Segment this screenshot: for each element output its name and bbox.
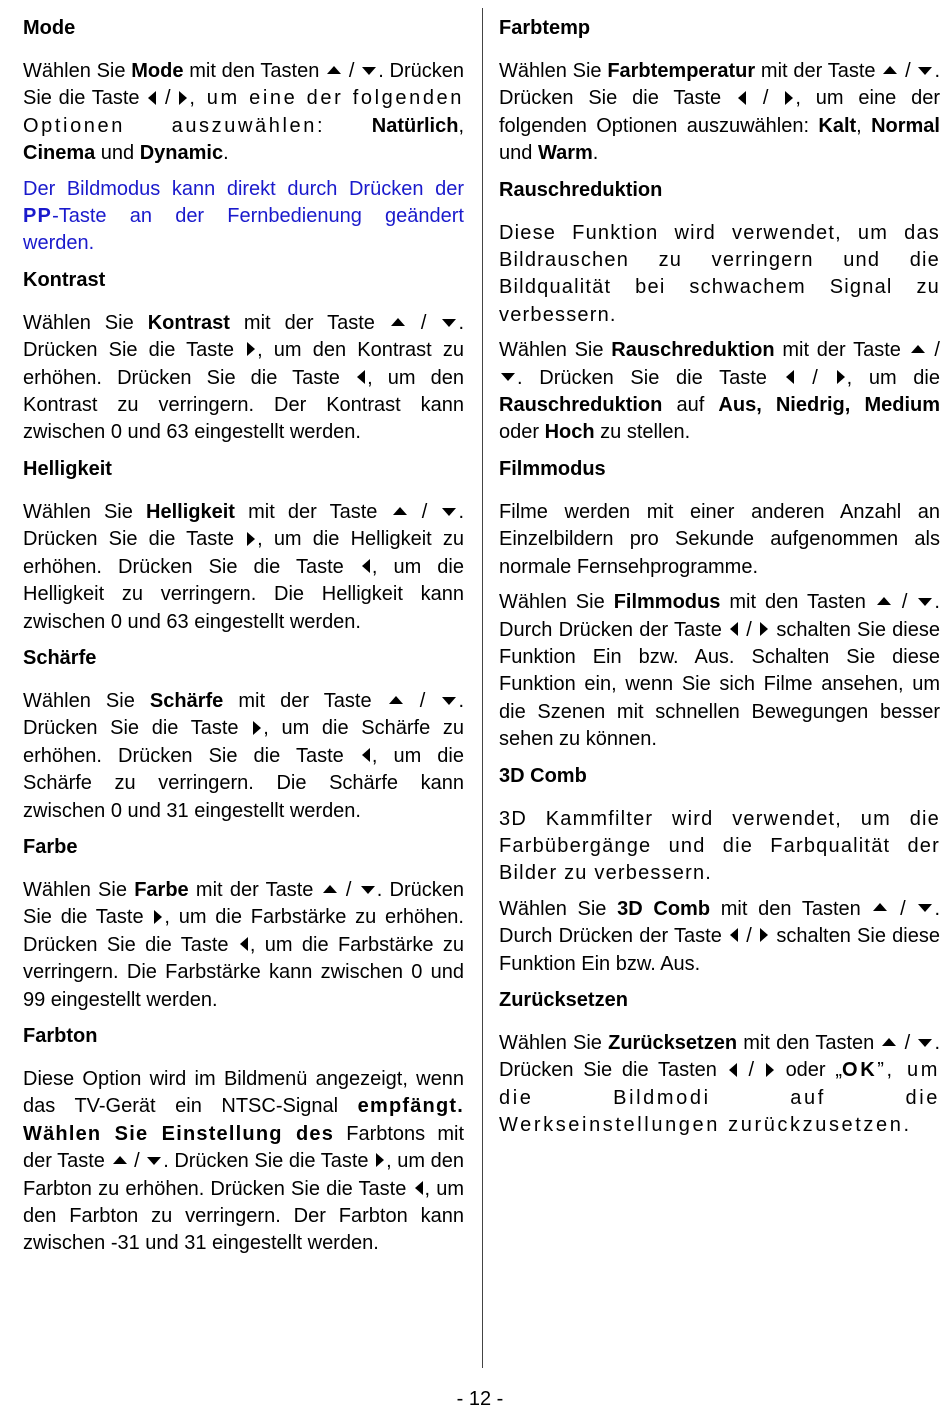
arrow-right-icon bbox=[760, 622, 768, 636]
arrow-left-icon bbox=[415, 1181, 423, 1195]
arrow-right-icon bbox=[766, 1063, 774, 1077]
arrow-left-icon bbox=[730, 928, 738, 942]
arrow-right-icon bbox=[253, 721, 261, 735]
arrow-up-icon bbox=[323, 885, 337, 893]
paragraph-helligkeit: Wählen Sie Helligkeit mit der Taste / . Drücken Sie die Taste , um die Helligkeit zu erhöhen. Drücken Sie die Taste , um die Helligkeit zu verringern. Die Helligkeit kann zwischen 0 und 63 eingestellt werden. bbox=[23, 500, 465, 633]
arrow-down-icon bbox=[918, 904, 932, 912]
arrow-right-icon bbox=[247, 532, 255, 546]
arrow-down-icon bbox=[147, 1157, 161, 1165]
paragraph-filmmodus: Wählen Sie Filmmodus mit den Tasten / . Durch Drücken der Taste / schalten Sie diese Funktion Ein bzw. Aus. Schalten Sie diese Funktion ein, wenn Sie sich Filme ansehen, um die Szenen mit schnellen Bewegungen besser sehen zu können. bbox=[499, 591, 940, 751]
section-filmmodus bbox=[499, 455, 940, 754]
section-mode bbox=[23, 14, 464, 258]
paragraph-rauschreduktion: Wählen Sie Rauschreduktion mit der Taste / . Drücken Sie die Taste / , um die Rauschreduktion auf Aus, Niedrig, Medium oder Hoch zu stellen. bbox=[499, 339, 940, 444]
arrow-left-icon bbox=[729, 1063, 737, 1077]
arrow-left-icon bbox=[362, 748, 370, 762]
arrow-left-icon bbox=[240, 937, 248, 951]
section-3d-comb bbox=[499, 762, 940, 978]
heading-rauschreduktion: Rauschreduktion bbox=[499, 178, 663, 201]
arrow-up-icon bbox=[327, 66, 341, 74]
arrow-left-icon bbox=[730, 622, 738, 636]
arrow-right-icon bbox=[760, 928, 768, 942]
left-column bbox=[23, 14, 464, 1266]
arrow-right-icon bbox=[837, 370, 845, 384]
right-column bbox=[499, 14, 940, 1148]
paragraph-mode: Wählen Sie Mode mit den Tasten / . Drücken Sie die Taste / , um eine der folgenden Optionen auszuwählen: Natürlich, Cinema und Dynamic. bbox=[23, 60, 464, 165]
arrow-down-icon bbox=[918, 1039, 932, 1047]
arrow-down-icon bbox=[442, 508, 456, 516]
paragraph-farbton: Diese Option wird im Bildmenü angezeigt, wenn das TV-Gerät ein NTSC-Signal empfängt. Wählen Sie Einstellung des Farbtons mit der Taste / . Drücken Sie die Taste , um den Farbton zu erhöhen. Drücken Sie die Taste , um den Farbton zu verringern. Der Farbton kann zwischen -31 und 31 eingestellt werden. bbox=[23, 1067, 464, 1255]
heading-kontrast: Kontrast bbox=[23, 268, 106, 291]
arrow-right-icon bbox=[179, 91, 187, 105]
paragraph-rauschreduktion-intro: Diese Funktion wird verwendet, um das Bildrauschen zu verringern und die Bildqualität bei schwachem Signal zu verbessern. bbox=[499, 221, 940, 326]
arrow-down-icon bbox=[501, 373, 515, 381]
paragraph-zuruecksetzen: Wählen Sie Zurücksetzen mit den Tasten / . Drücken Sie die Tasten / oder „OK”, um die Bildmodi auf die Werkseinstellungen zurückzusetzen. bbox=[499, 1031, 941, 1137]
arrow-right-icon bbox=[376, 1153, 384, 1167]
arrow-left-icon bbox=[148, 91, 156, 105]
arrow-up-icon bbox=[389, 696, 403, 704]
heading-helligkeit: Helligkeit bbox=[23, 457, 112, 480]
section-helligkeit bbox=[23, 455, 464, 636]
paragraph-filmmodus-intro: Filme werden mit einer anderen Anzahl an Einzelbildern pro Sekunde aufgenommen als normale Fernsehprogramme. bbox=[499, 500, 940, 578]
arrow-down-icon bbox=[442, 697, 456, 705]
heading-3d-comb: 3D Comb bbox=[499, 764, 587, 787]
section-farbton bbox=[23, 1022, 464, 1258]
arrow-down-icon bbox=[918, 598, 932, 606]
arrow-down-icon bbox=[918, 67, 932, 75]
note-mode-pp-key: Der Bildmodus kann direkt durch Drücken der PP-Taste an der Fernbedienung geändert werden. bbox=[23, 177, 464, 255]
arrow-right-icon bbox=[154, 910, 162, 924]
arrow-down-icon bbox=[361, 886, 375, 894]
arrow-up-icon bbox=[391, 318, 405, 326]
arrow-up-icon bbox=[882, 1038, 896, 1046]
page-number: - 12 - bbox=[456, 1388, 504, 1410]
section-schaerfe bbox=[23, 644, 464, 825]
arrow-up-icon bbox=[877, 597, 891, 605]
arrow-up-icon bbox=[113, 1156, 127, 1164]
arrow-right-icon bbox=[247, 342, 255, 356]
section-farbe bbox=[23, 833, 464, 1014]
arrow-up-icon bbox=[883, 66, 897, 74]
heading-farbtemp: Farbtemp bbox=[499, 17, 591, 39]
section-rauschreduktion bbox=[499, 176, 940, 447]
arrow-down-icon bbox=[442, 319, 456, 327]
arrow-up-icon bbox=[393, 507, 407, 515]
heading-mode: Mode bbox=[23, 17, 76, 39]
paragraph-kontrast: Wählen Sie Kontrast mit der Taste / . Drücken Sie die Taste , um den Kontrast zu erhöhen. Drücken Sie die Taste , um den Kontrast zu verringern. Der Kontrast kann zwischen 0 und 63 eingestellt werden. bbox=[23, 311, 465, 444]
heading-farbe: Farbe bbox=[23, 835, 78, 858]
arrow-left-icon bbox=[738, 91, 746, 105]
heading-schaerfe: Schärfe bbox=[23, 646, 97, 669]
arrow-left-icon bbox=[362, 559, 370, 573]
arrow-down-icon bbox=[362, 67, 376, 75]
arrow-right-icon bbox=[785, 91, 793, 105]
section-farbtemp bbox=[499, 14, 940, 168]
heading-zuruecksetzen: Zurücksetzen bbox=[499, 988, 628, 1011]
arrow-up-icon bbox=[873, 903, 887, 911]
heading-filmmodus: Filmmodus bbox=[499, 457, 606, 480]
arrow-up-icon bbox=[911, 345, 925, 353]
paragraph-schaerfe: Wählen Sie Schärfe mit der Taste / . Drücken Sie die Taste , um die Schärfe zu erhöhen. Drücken Sie die Taste , um die Schärfe zu verringern. Die Schärfe kann zwischen 0 und 31 eingestellt werden. bbox=[23, 689, 464, 822]
heading-farbton: Farbton bbox=[23, 1024, 98, 1047]
paragraph-3d-comb-intro: 3D Kammfilter wird verwendet, um die Farbübergänge und die Farbqualität der Bilder zu verbessern. bbox=[499, 807, 940, 885]
section-zuruecksetzen bbox=[499, 986, 940, 1140]
section-kontrast bbox=[23, 266, 464, 447]
arrow-left-icon bbox=[357, 370, 365, 384]
arrow-left-icon bbox=[786, 370, 794, 384]
paragraph-farbtemp: Wählen Sie Farbtemperatur mit der Taste / . Drücken Sie die Taste / , um eine der folgenden Optionen auszuwählen: Kalt, Normal und Warm. bbox=[499, 60, 941, 165]
paragraph-farbe: Wählen Sie Farbe mit der Taste / . Drücken Sie die Taste , um die Farbstärke zu erhöhen. Drücken Sie die Taste , um die Farbstärke zu verringern. Die Farbstärke kann zwischen 0 und 99 eingestellt werden. bbox=[23, 878, 464, 1011]
column-divider bbox=[482, 8, 483, 1368]
paragraph-3d-comb: Wählen Sie 3D Comb mit den Tasten / . Durch Drücken der Taste / schalten Sie diese Funktion Ein bzw. Aus. bbox=[499, 897, 940, 975]
